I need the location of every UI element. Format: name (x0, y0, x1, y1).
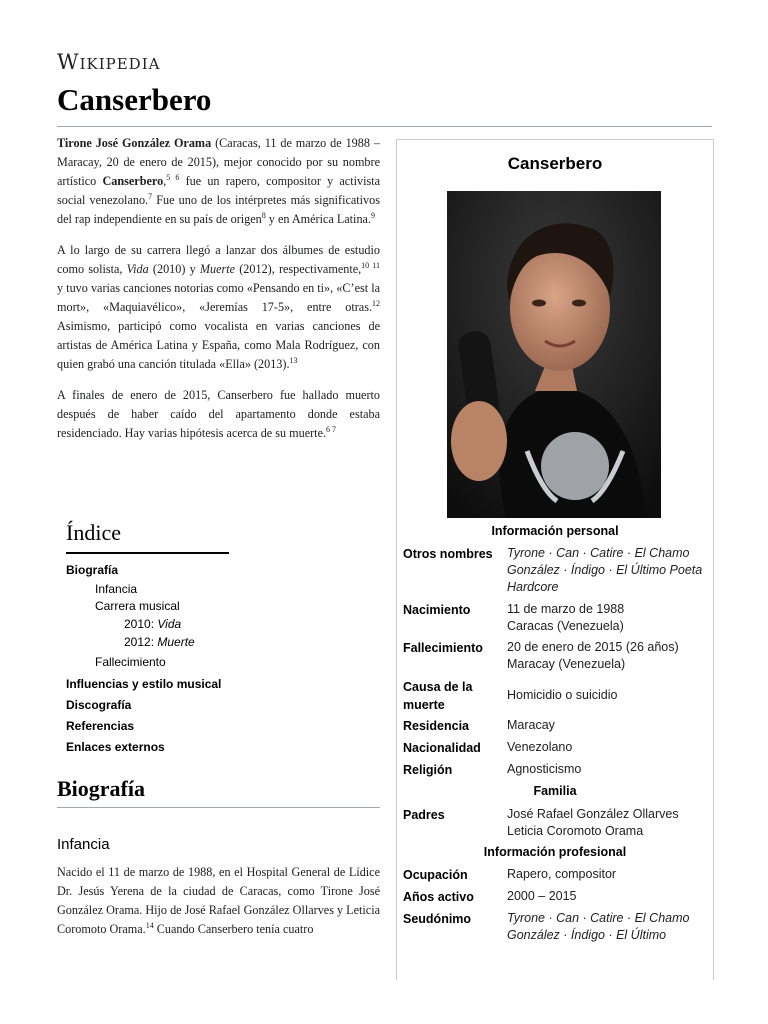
toc-item-carrera-musical[interactable]: Carrera musical (95, 599, 180, 613)
infobox-row-seudonimo (403, 910, 709, 946)
infobox-row-ocupacion (403, 866, 709, 886)
infobox-value: 11 de marzo de 1988 Caracas (Venezuela) (507, 602, 625, 633)
infobox-value: 20 de enero de 2015 (26 años) Maracay (Venezuela) (507, 640, 679, 671)
infobox-label: Seudónimo (403, 912, 472, 926)
citation-link[interactable]: 5 6 (166, 172, 180, 182)
page-title: Canserbero (57, 82, 212, 117)
infobox-value: Homicidio o suicidio (507, 688, 618, 702)
infobox-title: Canserbero (507, 154, 603, 173)
album-link[interactable]: Muerte (199, 262, 236, 276)
infobox-label: Ocupación (403, 868, 468, 882)
infobox-row-fallecimiento (403, 639, 709, 675)
infobox-value: 2000 – 2015 (507, 889, 577, 903)
toc-item-fallecimiento[interactable]: Fallecimiento (95, 655, 166, 669)
infobox-value: Tyrone · Can · Catire · El Chamo González · Índigo · El Último (507, 911, 690, 942)
title-divider (57, 126, 712, 127)
portrait-image (447, 191, 661, 518)
toc-item-influencias[interactable]: Influencias y estilo musical (66, 677, 222, 691)
infobox-row-anos-activo (403, 888, 709, 908)
table-of-contents (66, 520, 246, 758)
section-divider (57, 807, 380, 808)
infobox-row-otros-nombres (403, 545, 709, 597)
citation-link[interactable]: 12 (372, 298, 380, 308)
infobox-label: Años activo (403, 890, 474, 904)
full-name: Tirone José González Orama (57, 136, 212, 150)
toc-item-referencias[interactable]: Referencias (66, 719, 135, 733)
toc-item-enlaces-externos[interactable]: Enlaces externos (66, 740, 165, 754)
infobox-row-nacionalidad (403, 739, 709, 759)
infobox-value: Tyrone · Can · Catire · El Chamo González · Índigo · El Último Poeta Hardcore (507, 546, 703, 594)
infobox-label: Nacimiento (403, 603, 471, 617)
citation-link[interactable]: 10 11 (361, 260, 380, 270)
infobox-section-familia: Familia (533, 784, 577, 798)
infobox-value: José Rafael González Ollarves Leticia Coromoto Orama (507, 807, 679, 838)
stage-name: Canserbero (102, 174, 164, 188)
infobox-section-personal: Información personal (491, 524, 619, 538)
infobox-row-residencia (403, 717, 709, 737)
infobox-row-religion (403, 761, 709, 781)
toc-item-discografia[interactable]: Discografía (66, 698, 132, 712)
infobox-label: Nacionalidad (403, 741, 481, 755)
citation-link[interactable]: 9 (371, 210, 375, 220)
infobox-value[interactable]: Maracay (507, 718, 555, 732)
intro-paragraph-3: A finales de enero de 2015, Canserbero fue hallado muerto después de haber caído del apartamento donde estaba residenciado. Hay varias hipótesis acerca de su muerte.$^{6 7}$ (57, 388, 380, 440)
infobox-section-profesional: Información profesional (483, 845, 627, 859)
infobox-value[interactable]: Rapero, compositor (507, 867, 617, 881)
toc-item-muerte[interactable]: 2012: Muerte (124, 635, 195, 649)
citation-link[interactable]: 8 (261, 210, 266, 220)
infobox (396, 139, 714, 980)
album-link[interactable]: Vida (126, 262, 149, 276)
infobox-row-nacimiento (403, 601, 709, 637)
citation-link[interactable]: 14 (145, 920, 154, 930)
intro-paragraph-2: A lo largo de su carrera llegó a lanzar dos álbumes de estudio como solista, Vida (2010) y Muerte (2012), respectivamente,$^{10 11}$ y tuvo varias canciones notorias como «Pensando en ti», «C’est la mort», «Maquiavélico», «Jeremías 17-5», entre otras.$^{12}$ Asimismo, participó como vocalista en varias canciones de artistas de América Latina y España, como Mala Rodríguez, con quien grabó una canción titulada «Ella» (2013).$^{13}$ (57, 243, 380, 371)
infobox-label: Religión (403, 763, 453, 777)
subsection-heading-infancia: Infancia (57, 836, 110, 853)
infobox-label: Padres (403, 808, 445, 822)
citation-link[interactable]: 6 7 (326, 424, 337, 434)
toc-item-infancia[interactable]: Infancia (95, 582, 138, 596)
infobox-label: Residencia (403, 719, 470, 733)
infobox-row-causa (403, 678, 709, 714)
citation-link[interactable]: 13 (289, 355, 298, 365)
infobox-row-padres (403, 806, 709, 842)
biografia-paragraph: Nacido el 11 de marzo de 1988, en el Hospital General de Lídice Dr. Jesús Yerena de la ciudad de Caracas, como Tirone José González Orama. Hijo de José Rafael González Ollarves y Leticia Coromoto Orama.$^{14}$ Cuando Canserbero tenía cuatro (57, 865, 380, 936)
wikipedia-logo[interactable]: Wikipedia (57, 50, 161, 74)
intro-paragraph-1: Tirone José González Orama (Caracas, 11 de marzo de 1988 – Maracay, 20 de enero de 2015), mejor conocido por su nombre artístico Canserbero,$^{5 6}$ fue un rapero, compositor y activista social venezolano.$^7$ Fue uno de los intérpretes más significativos del rap independiente en su país de origen$^8$ y en América Latina.$^9$ (57, 136, 380, 226)
infobox-value[interactable]: Agnosticismo (507, 762, 582, 776)
infobox-value: Venezolano (507, 740, 573, 754)
toc-title: Índice (66, 520, 229, 554)
infobox-label: Causa de la muerte (403, 680, 473, 712)
toc-item-biografia[interactable]: Biografía (66, 563, 119, 577)
section-heading-biografia: Biografía (57, 776, 145, 801)
article-intro (57, 134, 380, 455)
infobox-label: Fallecimiento (403, 641, 483, 655)
citation-link[interactable]: 7 (148, 191, 153, 201)
portrait-photo[interactable] (447, 191, 661, 518)
toc-item-vida[interactable]: 2010: Vida (124, 617, 182, 631)
infobox-label: Otros nombres (403, 547, 493, 561)
